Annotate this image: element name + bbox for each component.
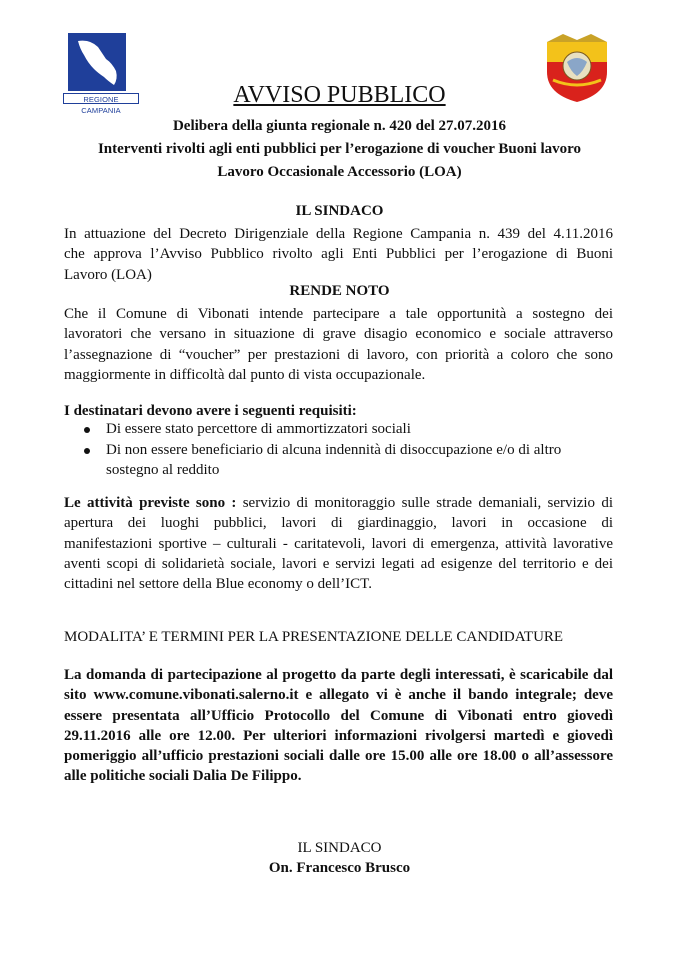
list-item-text: Di essere stato percettore di ammortizzatori sociali — [106, 421, 411, 437]
page-title: AVVISO PUBBLICO — [233, 82, 446, 108]
modalita-line: La domanda di partecipazione al progetto da parte degli interessati, è scaricabile dal — [64, 667, 613, 683]
intro-line: In attuazione del Decreto Dirigenziale della Regione Campania n. 439 del 4.11.2016 — [64, 226, 613, 242]
comune-line: l’assegnazione di “voucher” per prestazioni di lavoro, con priorità a coloro che sono — [64, 346, 613, 363]
modalita-line: pomeriggio all’ufficio prestazioni sociali dalle ore 15.00 alle ore 18.00 o all’assessore — [64, 748, 613, 765]
modalita-line: alle politiche sociali Dalia De Filippo. — [64, 768, 302, 785]
rende-noto-heading: RENDE NOTO — [289, 283, 390, 299]
signature-role: IL SINDACO — [297, 840, 382, 856]
bullet-icon — [84, 448, 90, 454]
attivita-lead: Le attività previste sono : — [64, 495, 237, 511]
attivita-line: apertura dei luoghi pubblici, lavori di giardinaggio, lavori in occasione di — [64, 515, 613, 532]
comune-line: lavoratori che versano in situazione di grave disagio economico e sociale attraverso — [64, 326, 613, 343]
subtitle-delibera: Delibera della giunta regionale n. 420 del 27.07.2016 — [172, 118, 507, 134]
modalita-line: essere presentata all’Ufficio Protocollo del Comune di Vibonati entro giovedì — [64, 707, 613, 724]
comune-line: Che il Comune di Vibonati intende partecipare a tale opportunità a sostegno dei — [64, 306, 613, 322]
modalita-line: sito www.comune.vibonati.salerno.it e allegato vi è anche il bando integrale; deve — [64, 687, 613, 704]
attivita-first-rest: servizio di monitoraggio sulle strade demaniali, servizio di — [236, 495, 614, 511]
modalita-paragraph — [64, 665, 613, 787]
list-item — [84, 440, 614, 480]
list-item — [84, 419, 614, 439]
intro-line: che approva l’Avviso Pubblico rivolto agli Enti Pubblici per l’erogazione di Buoni — [64, 246, 613, 263]
attivita-line: aventi scopi di solidarietà sociale, lavori e servizi legati ad esigenze del territorio e dei — [64, 555, 613, 572]
comune-line: maggiormente in difficoltà dal punto di vista occupazionale. — [64, 366, 426, 383]
list-item-text: Di non essere beneficiario di alcuna indennità di disoccupazione e/o di altro — [106, 442, 562, 458]
comune-paragraph — [64, 304, 613, 385]
intro-paragraph — [64, 224, 613, 285]
bullet-icon — [84, 427, 90, 433]
subtitle-loa: Lavoro Occasionale Accessorio (LOA) — [217, 164, 462, 180]
sindaco-heading: IL SINDACO — [295, 203, 384, 219]
attivita-first-line — [64, 493, 613, 513]
attivita-line: cittadini nel settore della Blue economy o dell’ICT. — [64, 576, 372, 593]
modalita-heading — [64, 627, 613, 647]
modalita-line: 29.11.2016 alle ore 12.00. Per ulteriori informazioni rivolgersi martedì e giovedì — [64, 727, 613, 744]
regione-campania-caption: REGIONE CAMPANIA — [63, 93, 139, 104]
list-item-text: sostegno al reddito — [106, 462, 220, 478]
attivita-paragraph — [64, 493, 613, 594]
intro-line: Lavoro (LOA) — [64, 266, 152, 283]
subtitle-interventi: Interventi rivolti agli enti pubblici per l’erogazione di voucher Buoni lavoro — [97, 141, 582, 157]
signature-name: On. Francesco Brusco — [268, 860, 411, 876]
modalita-heading-text: MODALITA’ E TERMINI PER LA PRESENTAZIONE DELLE CANDIDATURE — [64, 629, 564, 645]
attivita-line: manifestazioni sportive – culturali - caritatevoli, lavori di emergenza, attività lavorative — [64, 535, 613, 552]
requisiti-list — [84, 419, 614, 480]
requisiti-heading-text: I destinatari devono avere i seguenti requisiti: — [64, 403, 357, 419]
